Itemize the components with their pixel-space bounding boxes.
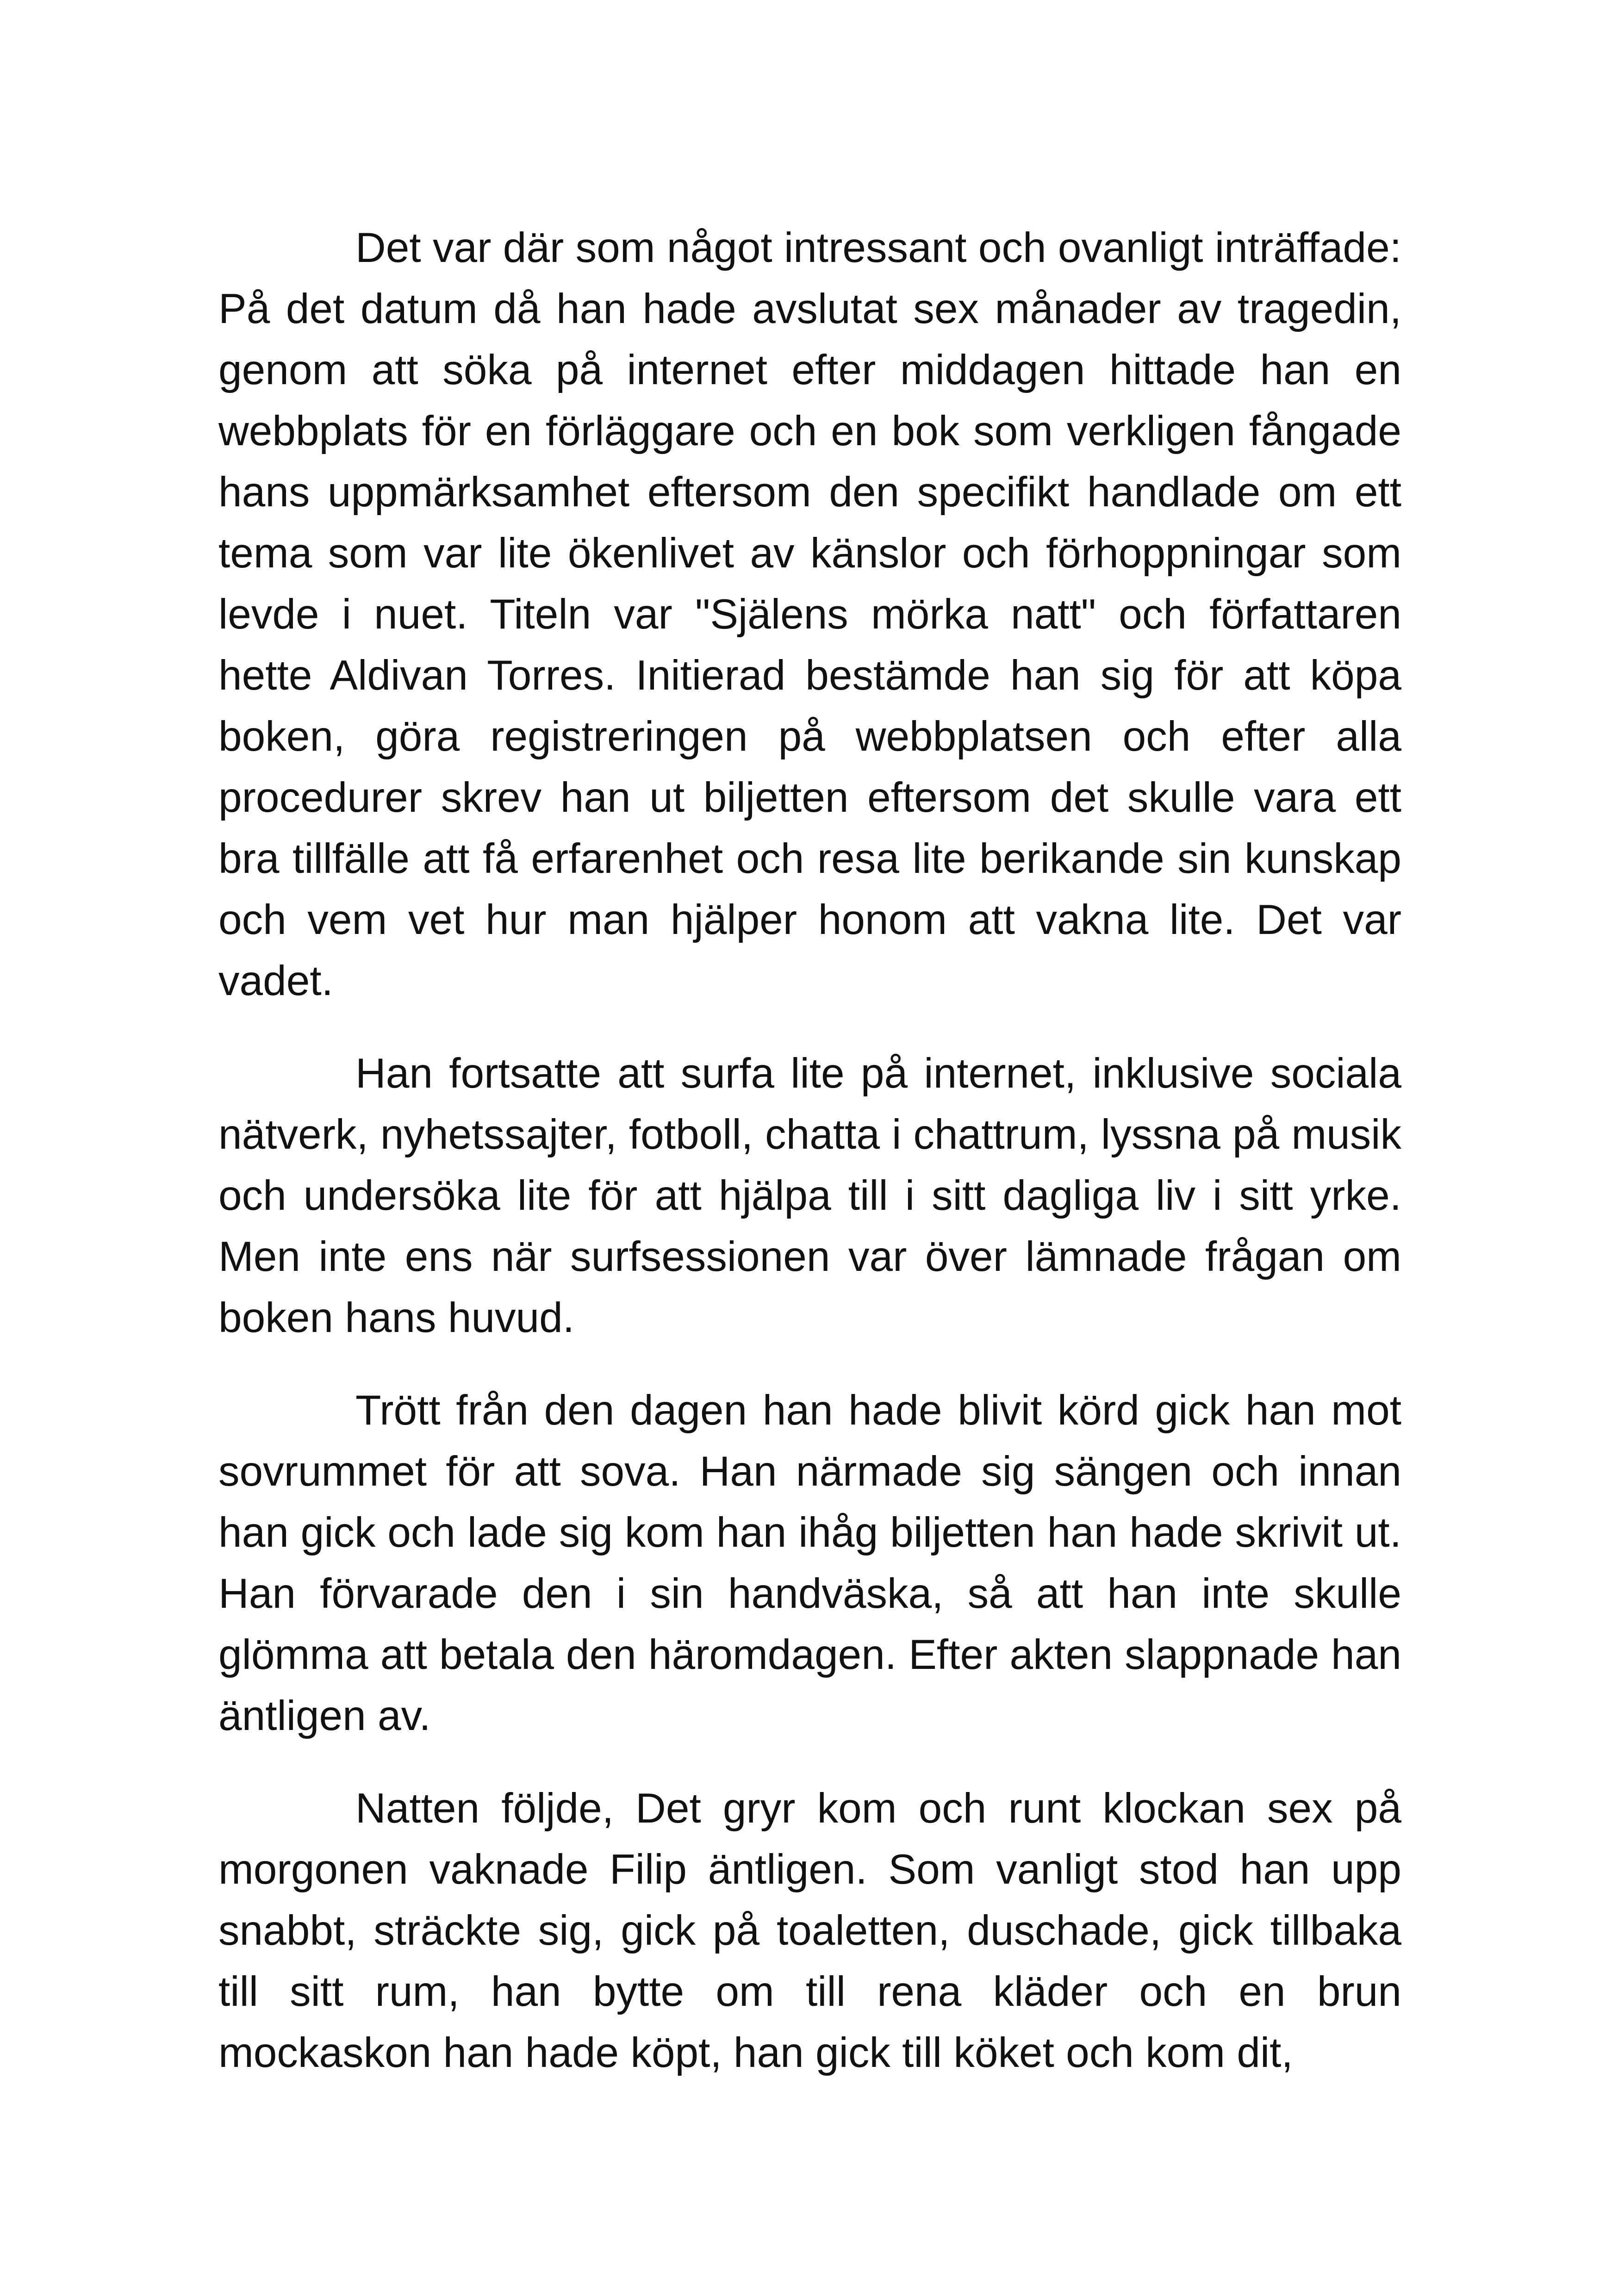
paragraph-4: Natten följde, Det gryr kom och runt klockan sex på morgonen vaknade Filip äntligen. Som vanligt stod han upp snabbt, sträckte sig, gick på toaletten, duschade, gick tillbaka till sitt rum, han bytte om till rena kläder och en brun mockaskon han hade köpt, han gick till köket och kom dit,: [218, 1785, 1401, 2076]
paragraph-3: Trött från den dagen han hade blivit körd gick han mot sovrummet för att sova. Han närmade sig sängen och innan han gick och lade sig kom han ihåg biljetten han hade skrivit ut. Han förvarade den i sin handväska, så att han inte skulle glömma att betala den häromdagen. Efter akten slappnade han äntligen av.: [218, 1387, 1401, 1739]
paragraph-1: Det var där som något intressant och ovanligt inträffade: På det datum då han hade avslutat sex månader av tragedin, genom att söka på internet efter middagen hittade han en webbplats för en förläggare och en bok som verkligen fångade hans uppmärksamhet eftersom den specifikt handlade om ett tema som var lite ökenlivet av känslor och förhoppningar som levde i nuet. Titeln var "Själens mörka natt" och författaren hette Aldivan Torres. Initierad bestämde han sig för att köpa boken, göra registreringen på webbplatsen och efter alla procedurer skrev han ut biljetten eftersom det skulle vara ett bra tillfälle att få erfarenhet och resa lite berikande sin kunskap och vem vet hur man hjälper honom att vakna lite. Det var vadet.: [218, 224, 1401, 1004]
paragraph-2: Han fortsatte att surfa lite på internet, inklusive sociala nätverk, nyhetssajter, fotboll, chatta i chattrum, lyssna på musik och undersöka lite för att hjälpa till i sitt dagliga liv i sitt yrke. Men inte ens när surfsessionen var över lämnade frågan om boken hans huvud.: [218, 1050, 1401, 1341]
body-text: [218, 218, 1401, 2115]
